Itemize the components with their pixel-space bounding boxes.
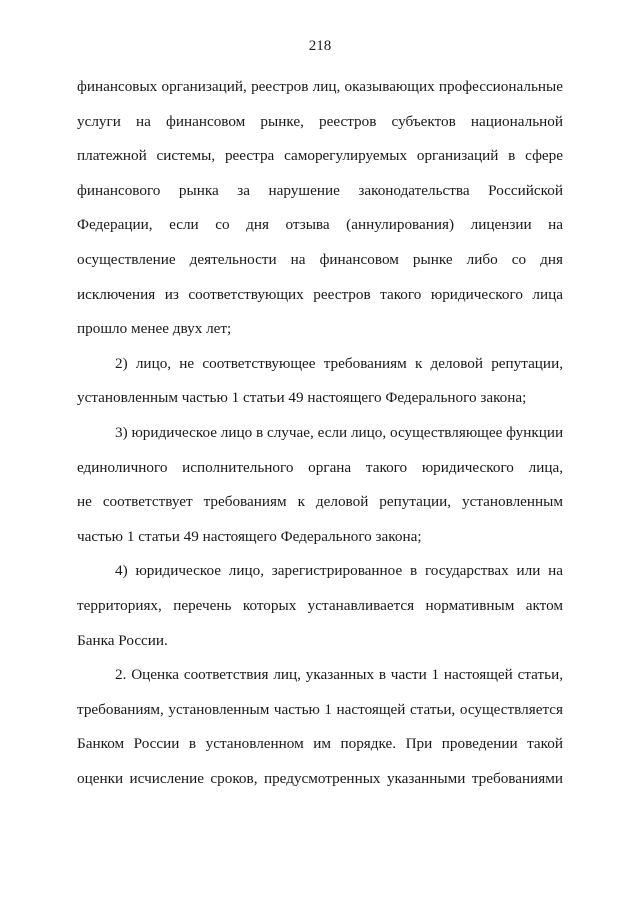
list-item-4-line: 4) юридическое лицо, зарегистрированное в государствах или на: [115, 562, 563, 580]
document-body: [77, 70, 563, 796]
list-item-4-line: Банка России.: [77, 631, 168, 649]
text-line: финансового рынка за нарушение законодательства Российской: [77, 181, 563, 199]
text-line: финансовых организаций, реестров лиц, оказывающих профессиональные: [77, 78, 563, 95]
page-number: 218: [308, 38, 332, 54]
list-item-3-line: частью 1 статьи 49 настоящего Федерального закона;: [77, 527, 422, 545]
text-line: исключения из соответствующих реестров такого юридического лица: [77, 285, 563, 303]
text-line: Федерации, если со дня отзыва (аннулирования) лицензии на: [77, 216, 563, 234]
paragraph-2-line: 2. Оценка соответствия лиц, указанных в части 1 настоящей статьи,: [115, 666, 563, 684]
paragraph-2-line: Банком России в установленном им порядке. При проведении такой: [77, 735, 563, 753]
text-line: прошло менее двух лет;: [77, 320, 232, 338]
list-item-3-line: не соответствует требованиям к деловой репутации, установленным: [77, 493, 563, 511]
text-line: услуги на финансовом рынке, реестров субъектов национальной: [77, 112, 563, 130]
list-item-3-line: единоличного исполнительного органа такого юридического лица,: [77, 458, 563, 476]
list-item-2-line: 2) лицо, не соответствующее требованиям к деловой репутации,: [115, 354, 563, 372]
paragraph-2-line: требованиям, установленным частью 1 настоящей статьи, осуществляется: [77, 700, 563, 718]
text-line: платежной системы, реестра саморегулируемых организаций в сфере: [77, 147, 563, 165]
paragraph-2-line: оценки исчисление сроков, предусмотренных указанными требованиями: [77, 769, 563, 787]
list-item-4-line: территориях, перечень которых устанавливается нормативным актом: [77, 596, 563, 614]
list-item-3-line: 3) юридическое лицо в случае, если лицо, осуществляющее функции: [115, 423, 564, 441]
list-item-2-line: установленным частью 1 статьи 49 настоящего Федерального закона;: [77, 389, 527, 407]
text-line: осуществление деятельности на финансовом рынке либо со дня: [77, 250, 563, 268]
